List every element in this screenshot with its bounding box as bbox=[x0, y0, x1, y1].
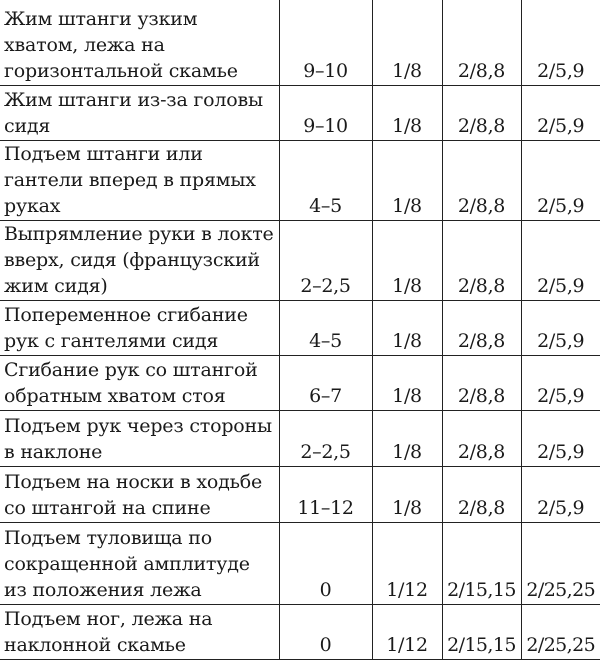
reps-value: 0 bbox=[279, 604, 372, 659]
reps-value: 4–5 bbox=[279, 300, 372, 355]
exercise-name: Подъем рук через стороны в наклоне bbox=[0, 410, 279, 466]
reps-value: 2–2,5 bbox=[279, 220, 372, 300]
scheme-2-value: 2/8,8 bbox=[442, 410, 521, 466]
exercise-name: Выпрямление руки в локте вверх, сидя (французский жим сидя) bbox=[0, 220, 279, 300]
scheme-3-value: 2/5,9 bbox=[521, 140, 600, 220]
scheme-1-value: 1/12 bbox=[372, 604, 442, 659]
scheme-1-value: 1/8 bbox=[372, 140, 442, 220]
exercise-name: Подъем на носки в ходьбе со штангой на спине bbox=[0, 466, 279, 522]
table-row bbox=[0, 604, 600, 659]
reps-value: 4–5 bbox=[279, 140, 372, 220]
exercise-name: Жим штанги узким хватом, лежа на горизонтальной скамье bbox=[0, 0, 279, 85]
reps-value: 2–2,5 bbox=[279, 410, 372, 466]
reps-value: 9–10 bbox=[279, 85, 372, 140]
scheme-3-value: 2/5,9 bbox=[521, 466, 600, 522]
scheme-2-value: 2/8,8 bbox=[442, 0, 521, 85]
reps-value: 11–12 bbox=[279, 466, 372, 522]
scheme-2-value: 2/8,8 bbox=[442, 466, 521, 522]
reps-value: 9–10 bbox=[279, 0, 372, 85]
table-row bbox=[0, 140, 600, 220]
scheme-1-value: 1/8 bbox=[372, 300, 442, 355]
scheme-1-value: 1/8 bbox=[372, 220, 442, 300]
scheme-2-value: 2/15,15 bbox=[442, 522, 521, 604]
scheme-3-value: 2/5,9 bbox=[521, 220, 600, 300]
table-row bbox=[0, 220, 600, 300]
exercise-name: Подъем туловища по сокращенной амплитуде из положения лежа bbox=[0, 522, 279, 604]
scheme-1-value: 1/8 bbox=[372, 355, 442, 410]
scheme-2-value: 2/8,8 bbox=[442, 300, 521, 355]
table-row bbox=[0, 466, 600, 522]
exercise-name: Сгибание рук со штангой обратным хватом стоя bbox=[0, 355, 279, 410]
scheme-3-value: 2/5,9 bbox=[521, 410, 600, 466]
scheme-3-value: 2/5,9 bbox=[521, 85, 600, 140]
reps-value: 6–7 bbox=[279, 355, 372, 410]
exercise-name: Жим штанги из-за головы сидя bbox=[0, 85, 279, 140]
table-row bbox=[0, 300, 600, 355]
table-row bbox=[0, 355, 600, 410]
scheme-2-value: 2/8,8 bbox=[442, 85, 521, 140]
reps-value: 0 bbox=[279, 522, 372, 604]
table-row bbox=[0, 0, 600, 85]
exercise-name: Подъем штанги или гантели вперед в прямых руках bbox=[0, 140, 279, 220]
exercise-name: Попеременное сгибание рук с гантелями сидя bbox=[0, 300, 279, 355]
scheme-2-value: 2/8,8 bbox=[442, 355, 521, 410]
scheme-2-value: 2/8,8 bbox=[442, 220, 521, 300]
scheme-2-value: 2/15,15 bbox=[442, 604, 521, 659]
exercise-name: Подъем ног, лежа на наклонной скамье bbox=[0, 604, 279, 659]
table-row bbox=[0, 410, 600, 466]
scheme-3-value: 2/25,25 bbox=[521, 604, 600, 659]
scheme-1-value: 1/8 bbox=[372, 466, 442, 522]
scheme-3-value: 2/5,9 bbox=[521, 300, 600, 355]
scheme-1-value: 1/12 bbox=[372, 522, 442, 604]
scheme-1-value: 1/8 bbox=[372, 0, 442, 85]
scheme-1-value: 1/8 bbox=[372, 85, 442, 140]
table-row bbox=[0, 522, 600, 604]
scheme-3-value: 2/5,9 bbox=[521, 355, 600, 410]
scheme-3-value: 2/25,25 bbox=[521, 522, 600, 604]
table-row bbox=[0, 85, 600, 140]
scheme-1-value: 1/8 bbox=[372, 410, 442, 466]
scheme-2-value: 2/8,8 bbox=[442, 140, 521, 220]
scheme-3-value: 2/5,9 bbox=[521, 0, 600, 85]
